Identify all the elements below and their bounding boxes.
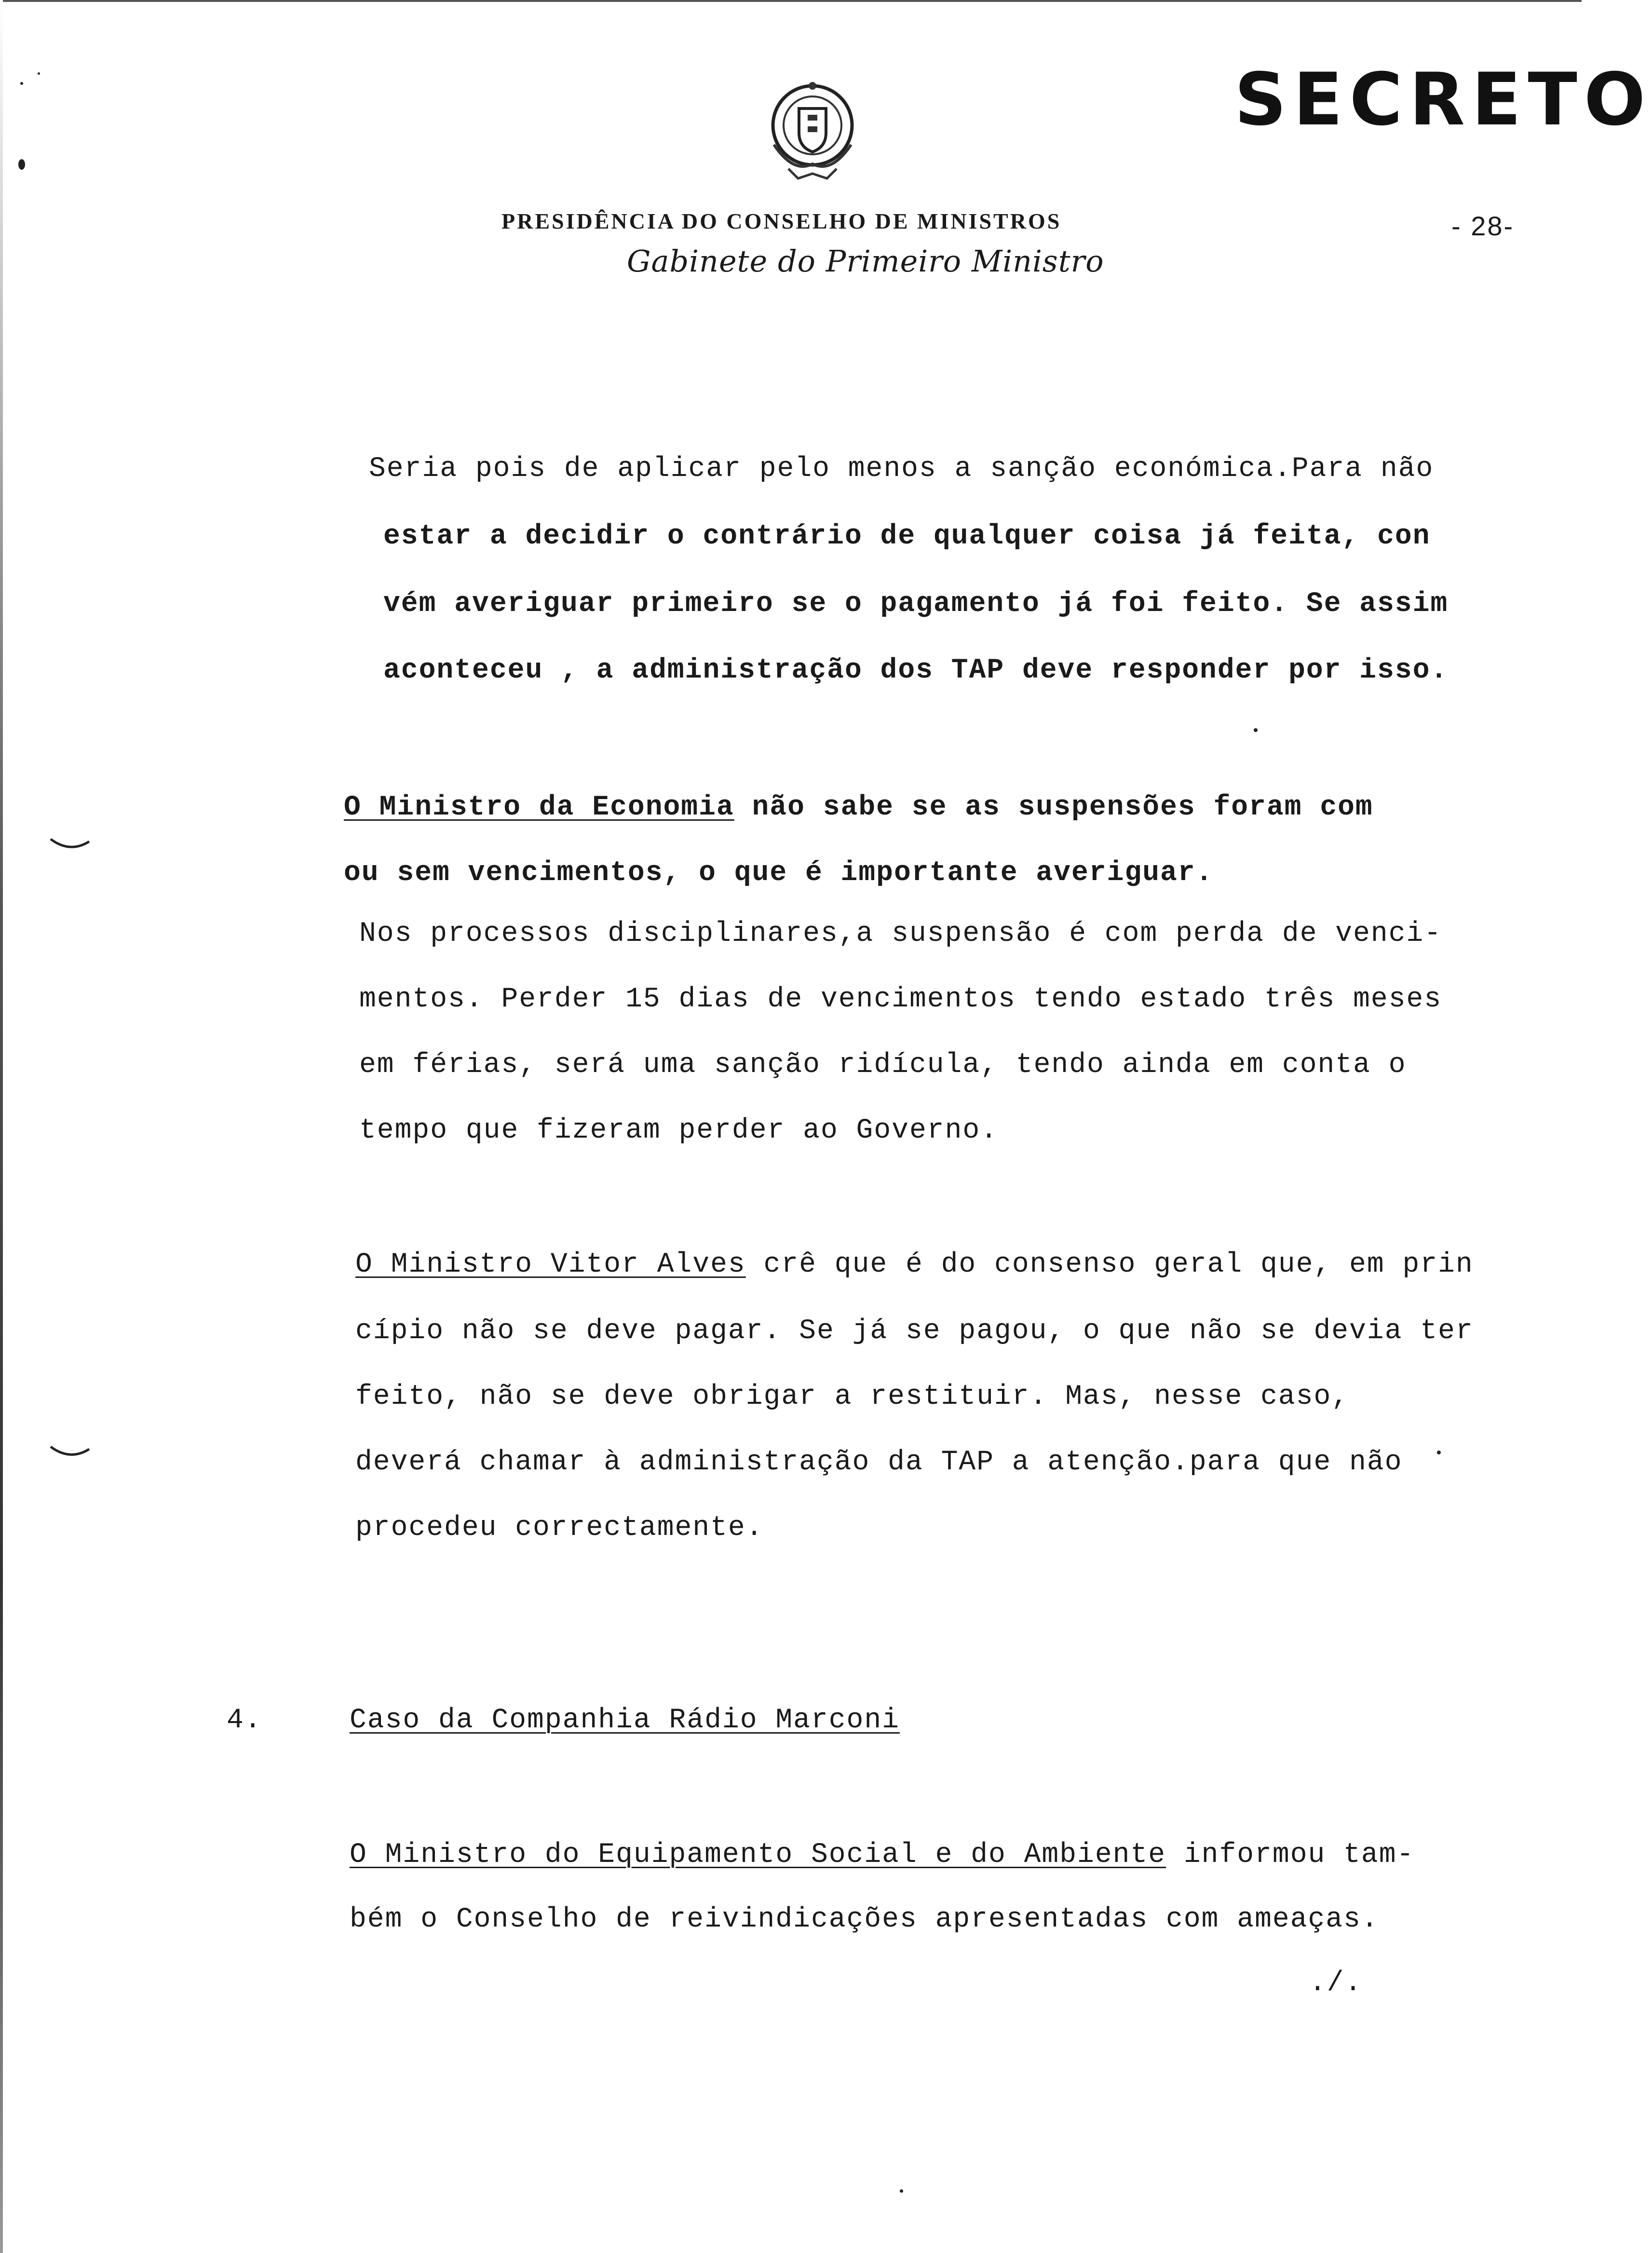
paragraph3-line2: cípio não se deve pagar. Se já se pagou, o que não se devia ter bbox=[355, 1316, 1474, 1347]
paragraph1-line1: Seria pois de aplicar pelo menos a sanção económica.Para não bbox=[369, 453, 1434, 485]
paragraph2-line1 bbox=[344, 792, 1373, 823]
paragraph2-line6: tempo que fizeram perder ao Governo. bbox=[359, 1115, 999, 1146]
paragraph2-line2: ou sem vencimentos, o que é importante averiguar. bbox=[344, 857, 1214, 889]
scan-speck bbox=[18, 159, 25, 170]
paragraph3-line1 bbox=[355, 1249, 1474, 1280]
speaker-minister-social-equipment: O Ministro do Equipamento Social e do Ambiente bbox=[350, 1839, 1166, 1871]
ink-mark bbox=[48, 834, 92, 854]
continuation-mark: ./. bbox=[1309, 1968, 1363, 1999]
paragraph3-line4: deverá chamar à administração da TAP a atenção.para que não bbox=[355, 1447, 1403, 1478]
paragraph2-line1-rest: não sabe se as suspensões foram com bbox=[734, 792, 1373, 823]
page-top-edge bbox=[0, 0, 1582, 2]
scan-speck bbox=[1437, 1451, 1441, 1454]
speaker-minister-economy: O Ministro da Economia bbox=[344, 792, 734, 823]
scan-speck bbox=[38, 72, 40, 75]
paragraph1-line3: vém averiguar primeiro se o pagamento já foi feito. Se assim bbox=[383, 588, 1449, 620]
scan-speck bbox=[900, 2189, 903, 2193]
paragraph1-line4: aconteceu , a administração dos TAP deve responder por isso. bbox=[383, 655, 1449, 686]
scan-speck bbox=[20, 82, 23, 85]
section-title: Caso da Companhia Rádio Marconi bbox=[350, 1705, 900, 1736]
section-number: 4. bbox=[227, 1705, 262, 1736]
paragraph4-line2: bém o Conselho de reivindicações apresentadas com ameaças. bbox=[350, 1904, 1379, 1935]
paragraph3-line3: feito, não se deve obrigar a restituir. Mas, nesse caso, bbox=[355, 1381, 1350, 1412]
ink-mark bbox=[48, 1442, 92, 1461]
paragraph4-line1-rest: informou tam- bbox=[1166, 1839, 1415, 1871]
coat-of-arms-icon bbox=[755, 72, 870, 193]
organization-name: PRESIDÊNCIA DO CONSELHO DE MINISTROS bbox=[501, 209, 1062, 233]
scan-speck bbox=[1254, 728, 1258, 732]
page-left-edge bbox=[0, 0, 3, 2253]
paragraph1-line2: estar a decidir o contrário de qualquer coisa já feita, con bbox=[383, 521, 1431, 552]
paragraph2-line5: em férias, será uma sanção ridícula, tendo ainda em conta o bbox=[359, 1049, 1407, 1081]
classification-stamp: SECRETO bbox=[1234, 58, 1652, 142]
paragraph2-line3: Nos processos disciplinares,a suspensão é com perda de venci- bbox=[359, 918, 1442, 950]
cabinet-name: Gabinete do Primeiro Ministro bbox=[627, 244, 1104, 279]
paragraph4-line1 bbox=[350, 1839, 1414, 1871]
paragraph2-line4: mentos. Perder 15 dias de vencimentos tendo estado três meses bbox=[359, 984, 1442, 1015]
paragraph3-line1-rest: crê que é do consenso geral que, em prin bbox=[745, 1249, 1474, 1280]
speaker-minister-vitor-alves: O Ministro Vitor Alves bbox=[355, 1249, 746, 1280]
page-number: - 28- bbox=[1451, 211, 1515, 241]
paragraph3-line5: procedeu correctamente. bbox=[355, 1512, 764, 1544]
